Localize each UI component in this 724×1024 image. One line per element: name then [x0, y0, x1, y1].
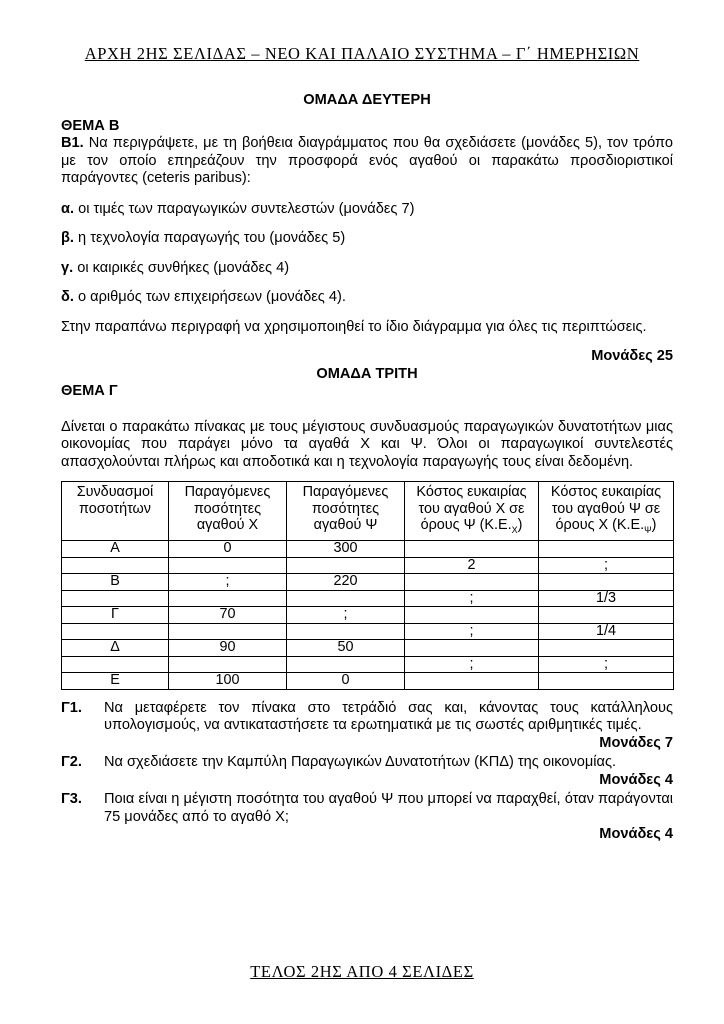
table-header: Παραγόμενες ποσότητες αγαθού Χ: [169, 482, 287, 541]
table-header: Παραγόμενες ποσότητες αγαθού Ψ: [287, 482, 405, 541]
table-header: Κόστος ευκαιρίας του αγαθού Χ σε όρους Ψ $(K.E._X)$: [405, 482, 539, 541]
table-cell: [169, 656, 287, 673]
b-marks: Μονάδες 25: [591, 348, 673, 364]
page-header: ΑΡΧΗ 2ΗΣ ΣΕΛΙΔΑΣ – ΝΕΟ ΚΑΙ ΠΑΛΑΙΟ ΣΥΣΤΗΜΑ – Γ΄ ΗΜΕΡΗΣΙΩΝ: [84, 44, 640, 63]
table-row: [62, 607, 674, 624]
table-cell: [169, 590, 287, 607]
table-cell: [62, 590, 169, 607]
table-cell: Α: [62, 541, 169, 558]
table-cell: [405, 574, 539, 591]
b1-question: [61, 135, 673, 188]
table-row: [62, 656, 674, 673]
table-cell: 90: [169, 640, 287, 657]
table-cell: [62, 557, 169, 574]
theme-b-heading: ΘΕΜΑ Β: [61, 117, 120, 134]
table-cell: 1/3: [539, 590, 674, 607]
page-content: [61, 92, 673, 844]
table-row: [62, 590, 674, 607]
table-cell: [62, 623, 169, 640]
item-label: α.: [61, 200, 75, 217]
c2-marks: Μονάδες 4: [599, 771, 673, 788]
question-text: Να μεταφέρετε τον πίνακα στο τετράδιό σας και, κάνοντας τους κατάλληλους υπολογισμούς, να αντικαταστήσετε τα ερωτηματικά με τις σωστές αριθμητικές τιμές.: [104, 699, 673, 734]
table-cell: [169, 623, 287, 640]
table-cell: [405, 607, 539, 624]
table-row: [62, 541, 674, 558]
table-cell: [405, 541, 539, 558]
item-text: οι τιμές των παραγωγικών συντελεστών (μονάδες 7): [74, 200, 415, 217]
table-cell: ;: [405, 623, 539, 640]
table-cell: 300: [287, 541, 405, 558]
table-cell: [405, 673, 539, 690]
list-item: [61, 230, 673, 248]
table-cell: [62, 656, 169, 673]
table-cell: [169, 557, 287, 574]
page-footer: ΤΕΛΟΣ 2ΗΣ ΑΠΟ 4 ΣΕΛΙΔΕΣ: [250, 962, 474, 981]
table-header-row: [62, 482, 674, 541]
theme-c-heading: ΘΕΜΑ Γ: [61, 383, 118, 399]
table-cell: ;: [539, 656, 674, 673]
table-row: [62, 557, 674, 574]
question-text: Ποια είναι η μέγιστη ποσότητα του αγαθού Ψ που μπορεί να παραχθεί, όταν παράγονται 75 μονάδες από το αγαθό Χ;: [104, 791, 673, 825]
table-cell: 1/4: [539, 623, 674, 640]
table-cell: 0: [169, 541, 287, 558]
table-cell: Γ: [62, 607, 169, 624]
table-cell: [287, 623, 405, 640]
table-cell: [539, 541, 674, 558]
b1-text: Να περιγράψετε, με τη βοήθεια διαγράμματος που θα σχεδιάσετε (μονάδες 5), τον τρόπο με τον οποίο επηρεάζουν την προσφορά ενός αγαθού οι παρακάτω προσδιοριστικοί παράγοντες (ceteris paribus):: [61, 135, 673, 186]
table-header: Κόστος ευκαιρίας του αγαθού Ψ σε όρους Χ $(K.E._\Psi)$: [539, 482, 674, 541]
item-text: οι καιρικές συνθήκες (μονάδες 4): [73, 259, 290, 276]
list-item: [61, 201, 673, 219]
table-cell: [539, 574, 674, 591]
table-cell: ;: [539, 557, 674, 574]
table-cell: ;: [405, 590, 539, 607]
table-row: [62, 640, 674, 657]
b-note: Στην παραπάνω περιγραφή να χρησιμοποιηθεί το ίδιο διάγραμμα για όλες τις περιπτώσεις.: [61, 318, 647, 335]
list-item: [61, 289, 673, 307]
question-label: Γ3.: [61, 791, 82, 808]
table-cell: 50: [287, 640, 405, 657]
question-c2: [61, 754, 673, 772]
table-cell: ;: [405, 656, 539, 673]
table-cell: 100: [169, 673, 287, 690]
item-label: γ.: [61, 259, 74, 276]
c1-marks: Μονάδες 7: [599, 734, 673, 751]
list-item: [61, 260, 673, 278]
table-cell: [405, 640, 539, 657]
table-cell: [539, 640, 674, 657]
table-cell: [287, 557, 405, 574]
table-cell: [539, 673, 674, 690]
item-label: β.: [61, 230, 74, 246]
table-cell: 70: [169, 607, 287, 624]
table-cell: Β: [62, 574, 169, 591]
table-cell: ;: [169, 574, 287, 591]
table-cell: [287, 656, 405, 673]
group2-title: ΟΜΑΔΑ ΔΕΥΤΕΡΗ: [303, 92, 431, 108]
production-table: [61, 481, 674, 690]
question-text: Να σχεδιάσετε την Καμπύλη Παραγωγικών Δυνατοτήτων (ΚΠΔ) της οικονομίας.: [104, 754, 617, 771]
question-c1: [61, 700, 673, 735]
table-cell: [287, 590, 405, 607]
table-cell: Δ: [62, 640, 169, 657]
b1-label: Β1.: [61, 135, 84, 151]
table-cell: Ε: [62, 673, 169, 690]
c-intro: Δίνεται ο παρακάτω πίνακας με τους μέγιστους συνδυασμούς παραγωγικών δυνατοτήτων μιας οικονομίας που παράγει μόνο τα αγαθά Χ και Ψ. Όλοι οι παραγωγικοί συντελεστές απασχολούνται πλήρως και αποδοτικά και η τεχνολογία παραγωγής τους είναι δεδομένη.: [61, 418, 673, 470]
item-text: η τεχνολογία παραγωγής του (μονάδες 5): [73, 230, 346, 246]
group3-title: ΟΜΑΔΑ ΤΡΙΤΗ: [316, 365, 418, 382]
table-cell: 220: [287, 574, 405, 591]
question-label: Γ2.: [61, 754, 82, 771]
item-label: δ.: [61, 289, 74, 305]
item-text: ο αριθμός των επιχειρήσεων (μονάδες 4).: [73, 289, 346, 305]
table-row: [62, 673, 674, 690]
table-cell: 0: [287, 673, 405, 690]
table-cell: 2: [405, 557, 539, 574]
table-header: Συνδυασμοί ποσοτήτων: [62, 482, 169, 541]
table-row: [62, 623, 674, 640]
question-label: Γ1.: [61, 699, 82, 716]
table-cell: [539, 607, 674, 624]
question-c3: [61, 791, 673, 826]
c3-marks: Μονάδες 4: [599, 826, 673, 843]
table-row: [62, 574, 674, 591]
table-cell: ;: [287, 607, 405, 624]
